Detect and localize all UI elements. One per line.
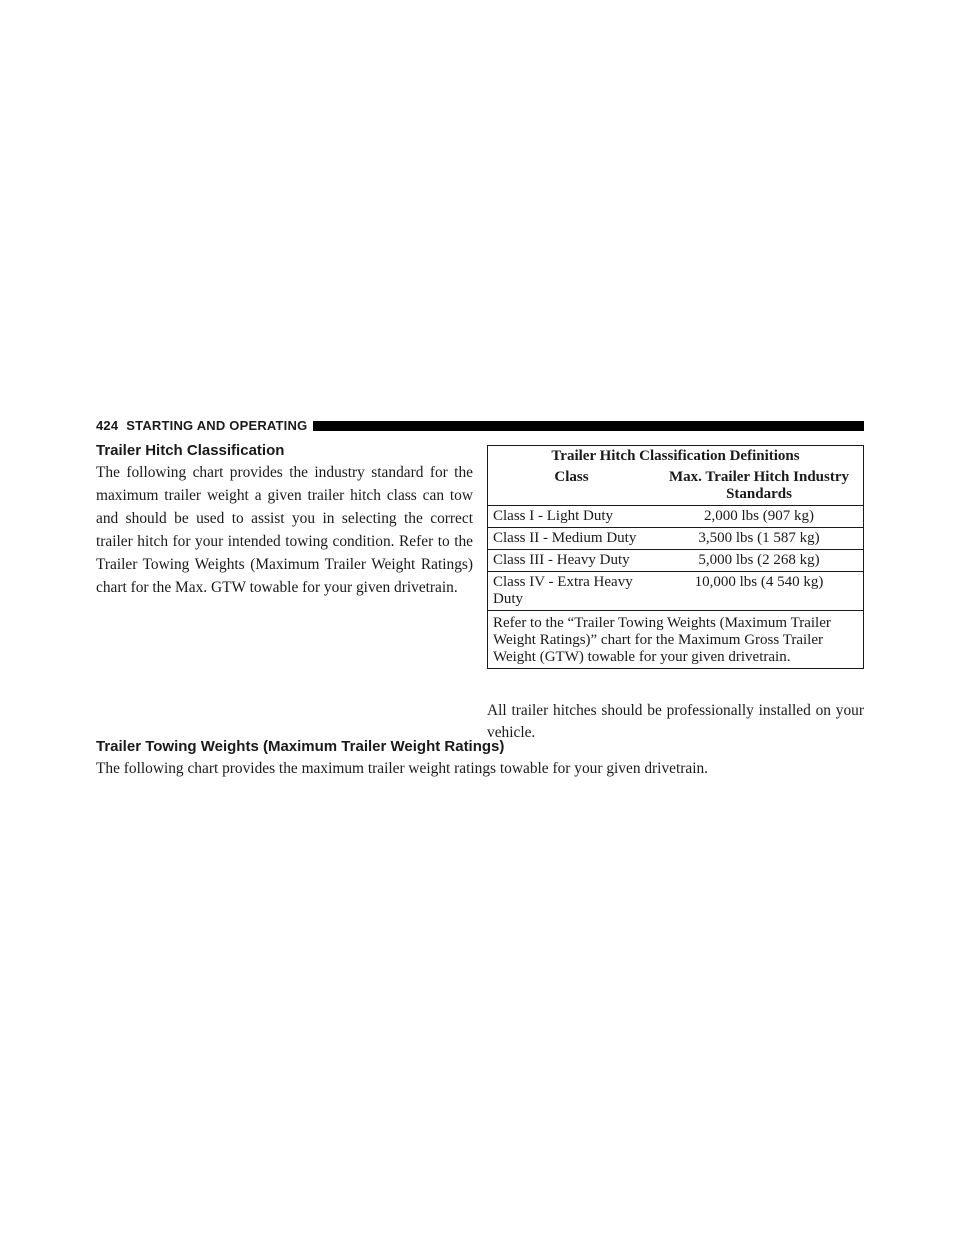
table-cell-class: Class I - Light Duty [488,506,656,528]
table-header-standards: Max. Trailer Hitch Industry Standards [655,467,864,506]
table-cell-value: 5,000 lbs (2 268 kg) [655,550,864,572]
table-note: Refer to the “Trailer Towing Weights (Maximum Trailer Weight Ratings)” chart for the Maximum Gross Trailer Weight (GTW) towable for your given drivetrain. [488,611,864,669]
page-number: 424 [96,418,119,433]
table-row [488,506,864,528]
hitch-classification-table [487,445,864,669]
header-rule [313,421,864,431]
table-row [488,528,864,550]
heading-trailer-hitch-classification: Trailer Hitch Classification [96,442,285,459]
towing-weights-paragraph: The following chart provides the maximum trailer weight ratings towable for your given drivetrain. [96,760,709,777]
table-cell-class: Class II - Medium Duty [488,528,656,550]
table-cell-value: 10,000 lbs (4 540 kg) [655,572,864,611]
section-title: STARTING AND OPERATING [126,418,308,433]
table-cell-value: 2,000 lbs (907 kg) [655,506,864,528]
hitch-classification-paragraph: The following chart provides the industry standard for the maximum trailer weight a given trailer hitch class can tow and should be used to assist you in selecting the correct trailer hitch for your intended towing condition. Refer to the Trailer Towing Weights (Maximum Trailer Weight Ratings) chart for the Max. GTW towable for your given drivetrain. [96,464,473,597]
table-row [488,572,864,611]
page-header [96,419,864,433]
table-header-class: Class [488,467,656,506]
table-cell-class: Class III - Heavy Duty [488,550,656,572]
table-cell-class: Class IV - Extra Heavy Duty [488,572,656,611]
heading-trailer-towing-weights: Trailer Towing Weights (Maximum Trailer Weight Ratings) [96,738,505,755]
table-title: Trailer Hitch Classification Definitions [488,446,864,468]
table-row [488,550,864,572]
installation-note: All trailer hitches should be professionally installed on your vehicle. [487,702,864,741]
table-cell-value: 3,500 lbs (1 587 kg) [655,528,864,550]
